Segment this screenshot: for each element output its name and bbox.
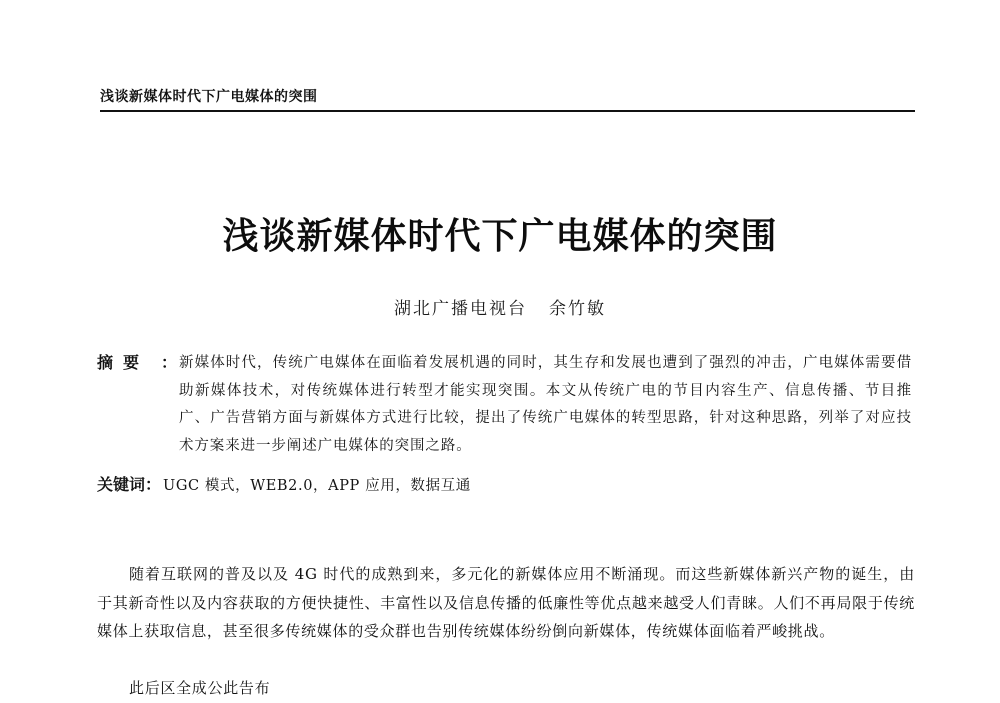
keywords-label: 关键词： [97, 475, 162, 494]
running-head-title: 浅谈新媒体时代下广电媒体的突围 [100, 89, 318, 105]
article-title: 浅谈新媒体时代下广电媒体的突围 [222, 215, 778, 257]
abstract-label: 摘要 [97, 353, 150, 372]
body-paragraph-2-partial: 此后区全成公此告布 [129, 679, 271, 697]
keywords-value: UGC 模式，WEB2.0，APP 应用，数据互通 [163, 478, 471, 494]
keywords-line [97, 472, 917, 495]
running-head-rule [100, 110, 915, 112]
author-line [0, 294, 1000, 319]
abstract-text: 新媒体时代，传统广电媒体在面临着发展机遇的同时，其生存和发展也遭到了强烈的冲击，广电媒体需要借助新媒体技术，对传统媒体进行转型才能实现突围。本文从传统广电的节目内容生产、信息传播、节目推广、广告营销方面与新媒体方式进行比较，提出了传统广电媒体的转型思路，针对这种思路，列举了对应技术方案来进一步阐述广电媒体的突围之路。 [179, 355, 912, 454]
author-name: 余竹敏 [549, 299, 606, 319]
running-head [100, 86, 915, 110]
body-paragraph-1: 随着互联网的普及以及 4G 时代的成熟到来，多元化的新媒体应用不断涌现。而这些新媒体新兴产物的诞生，由于其新奇性以及内容获取的方便快捷性、丰富性以及信息传播的低廉性等优点越来越受人们青睐。人们不再局限于传统媒体上获取信息，甚至很多传统媒体的受众群也告别传统媒体纷纷倒向新媒体，传统媒体面临着严峻挑战。 [97, 565, 915, 640]
abstract-label-colon: ： [161, 353, 178, 372]
author-affiliation: 湖北广播电视台 [394, 299, 527, 319]
